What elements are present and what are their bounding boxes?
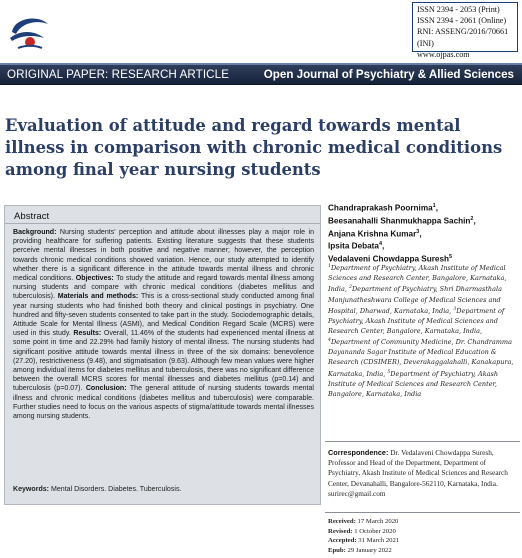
affiliation-text: Department of Psychiatry, Shri Dharmasthala Manjunatheshwara College of Medical Sciences and Hospital, Dharwad, Karnataka, India, — [328, 285, 502, 315]
author-name: Chandraprakash Poornima$^1$, — [328, 203, 438, 213]
author-name: Ipsita Debata$^4$, — [328, 241, 385, 252]
background-label: Background: — [13, 229, 57, 236]
article-type-label: ORIGINAL PAPER: RESEARCH ARTICLE — [7, 68, 230, 81]
issn-online: ISSN 2394 - 2061 (Online) — [417, 16, 507, 26]
author-name: Vedalaveni Chowdappa Suresh$^5$ — [328, 254, 453, 265]
keywords-line — [13, 486, 181, 493]
objectives-label: Objectives: — [75, 275, 114, 283]
background-text: Nursing students' perception and attitude about illnesses play a major role in providing healthcare for suffering patients. Existing literature suggests that these students perceive mental illnesses in both positive and negative manner; however, the perception towards chronic medical conditions showed variation. Hence, our study attempted to identify whether there is a significant difference in the attitude towards mental illness and chronic medical conditions. — [13, 229, 314, 283]
affiliation-text: Department of Community Medicine, Dr. Chandramma Dayananda Sagar Institute of Medical Education & Research (CDSIMER), Deverakaggalahalli, Kanakapura, Karnataka, India, — [328, 338, 514, 378]
section-divider — [325, 441, 520, 442]
correspondence-block — [328, 448, 518, 499]
author-name: Anjana Krishna Kumar$^3$, — [328, 228, 422, 239]
affiliation-sup: 5 — [387, 369, 391, 375]
journal-name: Open Journal of Psychiatry & Allied Sciences — [263, 68, 514, 81]
abstract-box — [4, 205, 321, 505]
affiliation-sup: 2 — [349, 285, 352, 291]
objectives-text: To study the attitude and regard towards mental illness among nursing students and compare with chronic medical conditions (diabetes mellitus and tuberculosis). — [13, 275, 314, 301]
accepted-date: Accepted: 31 March 2021 — [328, 537, 400, 544]
abstract-divider — [5, 223, 320, 224]
methods-text: This is a cross-sectional study conducted among final year nursing students who had finished both theory and clinical postings in psychiatry. One hundred and fifty-seven students consented to take part in the study. Sociodemographic details, Attitude Scale for Mental Illness (ASMI), and Medical Condition Regard Scale (MCRS) were used in this study. — [13, 293, 314, 338]
conclusion-label: Conclusion: — [85, 385, 127, 393]
revised-date: Revised: 1 October 2020 — [328, 527, 396, 535]
keywords-label: Keywords: — [13, 486, 50, 493]
abstract-body — [13, 228, 314, 421]
journal-logo-icon — [4, 8, 56, 54]
abstract-heading: Abstract — [14, 211, 50, 222]
article-type-banner — [0, 63, 522, 85]
keywords-text: Mental Disorders. Diabetes. Tuberculosis. — [51, 486, 182, 493]
correspondence-text: Dr. Vedalaveni Chowdappa Suresh, Professor and Head of the Department, Department of Psychiatry, Akash Institute of Medical Sciences and Research Center, Devanahalli, Bangalore-562110, Karnataka, India. surirec@gmail.com — [328, 448, 508, 498]
results-label: Results: — [73, 330, 102, 338]
author-name: Beesanahalli Shanmukhappa Sachin$^2$, — [328, 215, 476, 226]
received-date: Received: 17 March 2020 — [328, 518, 399, 525]
methods-label: Materials and methods: — [57, 293, 139, 301]
rni-number: RNI: ASSENG/2016/70661 (INI) — [417, 27, 509, 48]
issn-info-box — [412, 2, 518, 59]
article-dates — [328, 517, 518, 555]
affiliation-text: Department of Psychiatry, Akash Institute of Medical Sciences and Research Center, Bangalore, Karnataka, India, — [328, 306, 505, 336]
affiliation-sup: 1 — [328, 264, 331, 269]
section-divider — [325, 512, 520, 513]
article-title: Evaluation of attitude and regard towards mental illness in comparison with chronic medical conditions among final year nursing students — [5, 116, 503, 179]
affiliation-text: Department of Psychiatry, Akash Institute of Medical Sciences and Research Center, Bangalore, Karnataka, India — [328, 369, 499, 398]
issn-print: ISSN 2394 - 2053 (Print) — [417, 5, 500, 14]
affiliation-sup: 4 — [328, 338, 331, 344]
affiliation-sup: 3 — [453, 306, 457, 312]
conclusion-text: The general attitude of nursing students towards mental illness and chronic medical conditions (diabetes mellitus and tuberculosis) were comparable. Further studies need to focus on the various aspects of stigma/attitude towards mental illnesses among nursing students. — [13, 385, 314, 421]
author-list — [328, 201, 520, 265]
affiliation-text: Department of Psychiatry, Akash Institute of Medical Sciences and Research Center, Bangalore, Karnataka, India, — [328, 264, 507, 294]
journal-website-link[interactable]: www.ojpas.com — [417, 49, 470, 59]
affiliations — [328, 262, 518, 399]
results-text: Overall, 11.46% of the students had experienced mental illness at some point in time and 22.29% had family history of mental illness. The nursing students had significant positive attitude towards mental illness in three of the six domains: benevolence (27.20), restrictiveness (9.48), and stigmatisation (9.63). Although few mean values were higher among individual items for diabetes mellitus and tuberculosis, there was no significant difference between the overall MCRS scores for mental illnesses and diabetes mellitus (p=0.14) and tuberculosis (p=0.07). — [13, 330, 314, 393]
epub-date: Epub: 29 January 2022 — [328, 546, 392, 554]
correspondence-label: Correspondence: — [328, 448, 389, 457]
